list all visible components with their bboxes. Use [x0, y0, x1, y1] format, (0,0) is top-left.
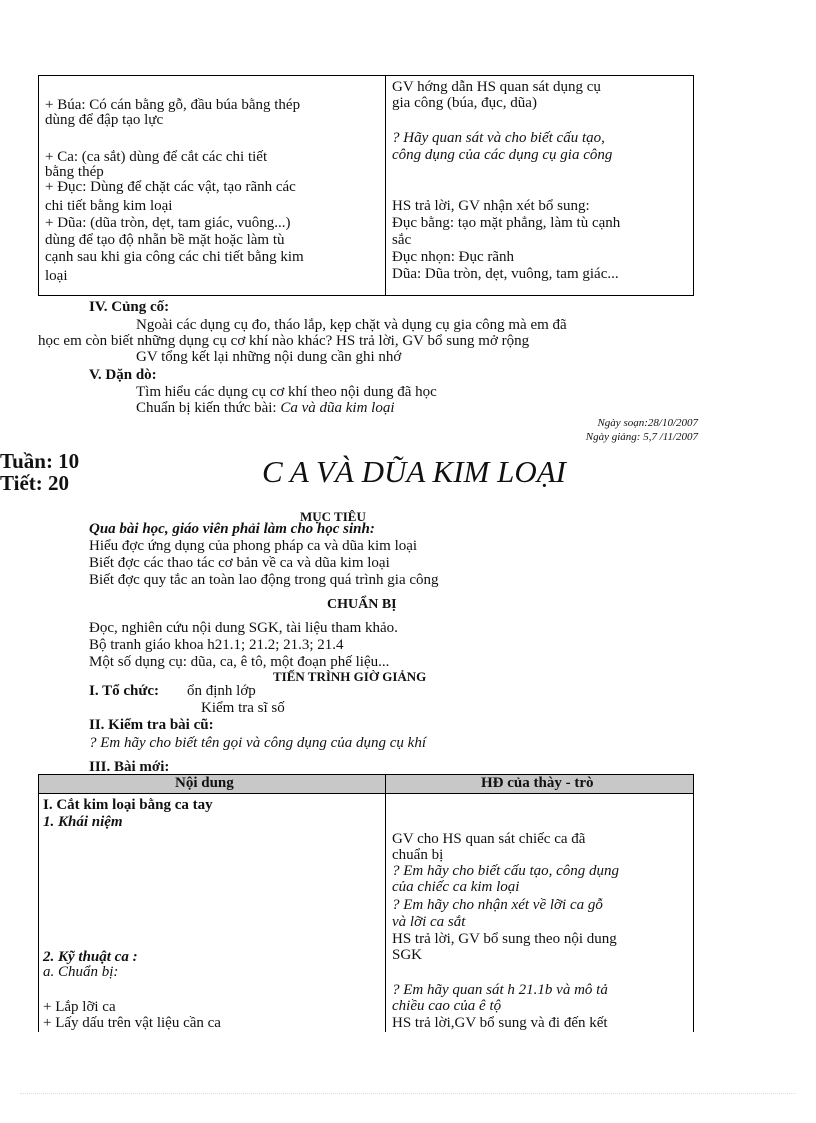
table1-left-line: dùng để đập tạo lực	[45, 112, 164, 128]
top-table	[38, 75, 694, 296]
to-chuc-label: I. Tổ chức:	[89, 683, 159, 699]
muc-tieu-heading: MỤC TIÊU	[300, 509, 366, 524]
table1-right-line: Đục bằng: tạo mặt phẳng, làm tù cạnh	[392, 215, 621, 231]
paragraph-line	[136, 401, 395, 416]
table1-left-line: loại	[45, 268, 68, 284]
table1-left-line: + Ca: (ca sắt) dùng để cắt các chi tiết	[45, 149, 268, 165]
objective-item: Biết đợc các thao tác cơ bản về ca và dũa kim loại	[89, 555, 390, 571]
table2-right-line: của chiếc ca kim loại	[392, 879, 520, 895]
to-chuc-item: Kiểm tra sĩ số	[201, 700, 285, 716]
table-header	[39, 775, 693, 794]
section-heading: IV. Củng cố:	[89, 299, 170, 315]
week-label: Tuần: 10	[0, 449, 80, 473]
table1-right-line: Đục nhọn: Đục rãnh	[392, 249, 515, 265]
page-footer-divider	[20, 1093, 796, 1094]
table1-left-line: + Dũa: (dũa tròn, dẹt, tam giác, vuông...)	[45, 215, 291, 231]
table2-right-line: ? Em hãy cho biết cấu tạo, công dụng	[392, 863, 620, 879]
table2-left-line: 2. Kỹ thuật ca :	[43, 949, 138, 965]
date-soan: Ngày soạn:28/10/2007	[597, 417, 698, 429]
table1-right-line: Dũa: Dũa tròn, dẹt, vuông, tam giác...	[392, 266, 619, 282]
lesson-title: C A VÀ DŨA KIM LOẠI	[262, 454, 566, 489]
table2-left-line: 1. Khái niệm	[43, 814, 123, 830]
chuan-bi-heading: CHUẨN BỊ	[327, 597, 397, 612]
objective-item: Biết đợc quy tắc an toàn lao động trong quá trình gia công	[89, 572, 439, 588]
table2-right-line: chiều cao của ê tộ	[392, 998, 502, 1014]
table1-left-line: bằng thép	[45, 164, 104, 180]
table1-right-line: sắc	[392, 232, 412, 248]
table2-left-line: + Lấy dấu trên vật liệu cần ca	[43, 1015, 221, 1031]
table2-right-line: GV cho HS quan sát chiếc ca đã	[392, 831, 586, 847]
prep-lesson-name: Ca và dũa kim loại	[280, 400, 395, 416]
table1-right-line: gia công (búa, đục, dũa)	[392, 95, 537, 111]
objective-item: Hiểu đợc ứng dụng của phong pháp ca và dũa kim loại	[89, 538, 418, 554]
column-divider	[385, 76, 386, 295]
prep-item: Đọc, nghiên cứu nội dung SGK, tài liệu tham khảo.	[89, 620, 398, 636]
table1-left-line: + Đục: Dùng để chặt các vật, tạo rãnh các	[45, 179, 296, 195]
table2-right-line: HS trả lời, GV bổ sung theo nội dung	[392, 931, 617, 947]
table1-left-line: cạnh sau khi gia công các chi tiết bằng kim	[45, 249, 304, 265]
paragraph-line: Ngoài các dụng cụ đo, tháo lắp, kẹp chặt và dụng cụ gia công mà em đã	[136, 317, 567, 333]
kiem-tra-label: II. Kiểm tra bài cũ:	[89, 717, 214, 733]
table2-left-line: + Lắp lỡi ca	[43, 999, 116, 1015]
to-chuc-item: ổn định lớp	[187, 683, 256, 699]
prep-item: Một số dụng cụ: dũa, ca, ê tô, một đoạn phế liệu...	[89, 654, 390, 670]
table1-left-line: chi tiết bằng kim loại	[45, 198, 173, 214]
table1-right-line: ? Hãy quan sát và cho biết cấu tạo,	[392, 130, 605, 146]
table2-right-line: chuẩn bị	[392, 847, 444, 863]
kiem-tra-question: ? Em hãy cho biết tên gọi và công dụng của dụng cụ khí	[89, 735, 427, 751]
table1-left-line: dùng để tạo độ nhẵn bề mặt hoặc làm tù	[45, 232, 285, 248]
table1-right-line: GV hớng dẫn HS quan sát dụng cụ	[392, 79, 601, 95]
paragraph-line: Tìm hiểu các dụng cụ cơ khí theo nội dung đã học	[136, 384, 437, 400]
table2-right-line: HS trả lời,GV bổ sung và đi đến kết	[392, 1015, 608, 1031]
tien-trinh-heading: TIẾN TRÌNH GIỜ GIẢNG	[273, 669, 427, 684]
header-activity: HĐ của thày - trò	[481, 775, 594, 791]
table2-right-line: và lỡi ca sắt	[392, 914, 466, 930]
table1-left-line: + Búa: Có cán bằng gỗ, đầu búa bằng thép	[45, 97, 301, 113]
table2-left-line: a. Chuẩn bị:	[43, 964, 119, 980]
table2-left-line: I. Cắt kim loại bằng ca tay	[43, 797, 213, 813]
prep-item: Bộ tranh giáo khoa h21.1; 21.2; 21.3; 21.4	[89, 637, 344, 653]
paragraph-line: học em còn biết những dụng cụ cơ khí nào khác? HS trả lời, GV bổ sung mở rộng	[38, 333, 530, 349]
table2-right-line: SGK	[392, 947, 423, 963]
lesson-table	[38, 774, 694, 1032]
table1-right-line: công dụng của các dụng cụ gia công	[392, 147, 613, 163]
prep-prefix: Chuẩn bị kiến thức bài:	[136, 400, 281, 416]
header-content: Nội dung	[175, 775, 234, 791]
bai-moi-label: III. Bài mới:	[89, 759, 170, 775]
date-giang: Ngày giảng: 5,7 /11/2007	[585, 431, 698, 443]
column-divider	[385, 775, 386, 1032]
period-label: Tiết: 20	[0, 471, 70, 495]
table2-right-line: ? Em hãy cho nhận xét về lỡi ca gỗ	[392, 897, 603, 913]
section-heading: V. Dặn dò:	[89, 367, 157, 383]
table2-right-line: ? Em hãy quan sát h 21.1b và mô tả	[392, 982, 608, 998]
muc-tieu-intro: Qua bài học, giáo viên phải làm cho học sinh:	[89, 521, 375, 537]
paragraph-line: GV tổng kết lại những nội dung cần ghi nhớ	[136, 349, 402, 365]
table1-right-line: HS trả lời, GV nhận xét bổ sung:	[392, 198, 590, 214]
